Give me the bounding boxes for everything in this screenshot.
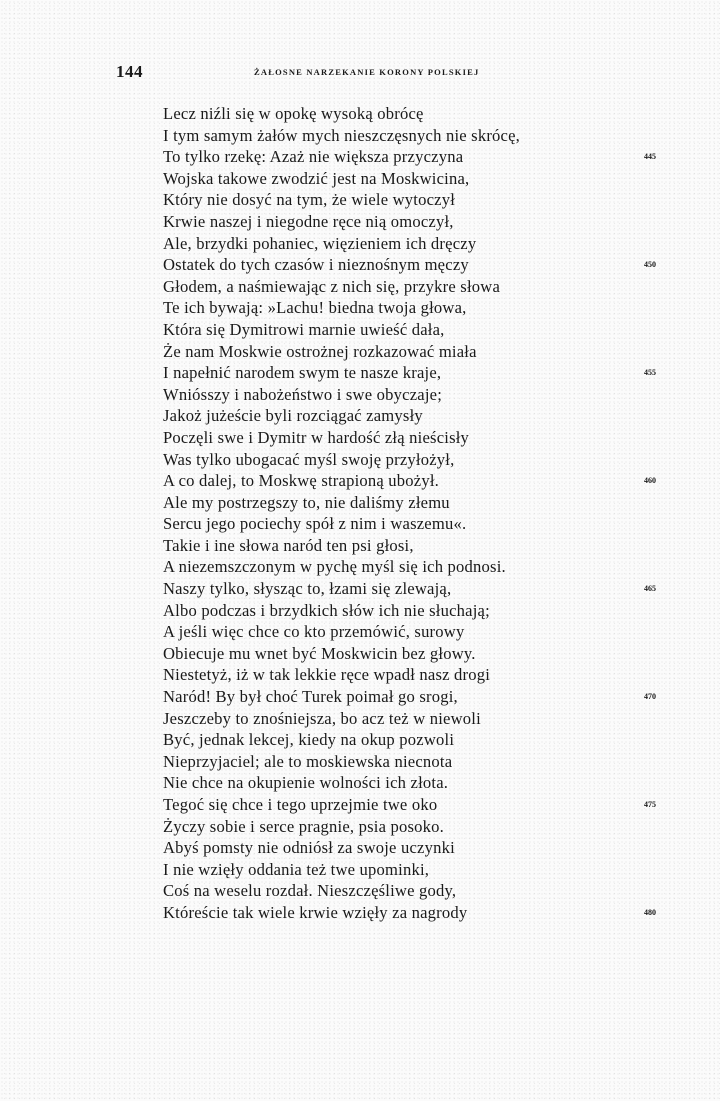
- line-number: 470: [644, 692, 656, 702]
- verse-line: [0, 751, 720, 773]
- verse-line-text: Lecz niźli się w opokę wysoką obrócę: [163, 104, 424, 123]
- verse-line: [0, 146, 720, 168]
- verse-line: [0, 449, 720, 471]
- verse-line-text: A co dalej, to Moskwę strapioną ubożył.: [163, 471, 440, 491]
- verse-line-text: Naszy tylko, słysząc to, łzami się zlewają,: [163, 579, 452, 599]
- line-number: 460: [644, 476, 656, 486]
- verse-line-text: I napełnić narodem swym te nasze kraje,: [163, 363, 442, 383]
- verse-line-text: Poczęli swe i Dymitr w hardość złą nieścisły: [163, 427, 470, 447]
- verse-line: [0, 535, 720, 557]
- verse-line-text: Krwie naszej i niegodne ręce nią omoczył,: [163, 211, 454, 231]
- verse-line: [0, 837, 720, 859]
- line-number: 480: [644, 907, 656, 917]
- page-header: [116, 62, 536, 82]
- verse-line: [0, 600, 720, 622]
- verse-line: [0, 362, 720, 384]
- verse-line: [0, 794, 720, 816]
- verse-line-text: Która się Dymitrowi marnie uwieść dała,: [163, 319, 445, 339]
- verse-line-text: Tegoć się chce i tego uprzejmie twe oko: [163, 795, 438, 814]
- verse-line-text: Was tylko ubogacać myśl swoję przyłożył,: [163, 449, 455, 469]
- verse-line: [0, 492, 720, 514]
- verse-line-text: To tylko rzekę: Azaż nie większa przyczyna: [163, 147, 464, 167]
- verse-line: [0, 643, 720, 665]
- verse-line: [0, 125, 720, 147]
- verse-line: [0, 103, 720, 125]
- verse-line: [0, 816, 720, 838]
- verse-line-text: Któreście tak wiele krwie wzięły za nagrody: [163, 902, 468, 922]
- verse-line-text: Wojska takowe zwodzić jest na Moskwicina,: [163, 168, 470, 188]
- verse-line: [0, 254, 720, 276]
- verse-line-text: Ostatek do tych czasów i nieznośnym męczy: [163, 255, 469, 275]
- line-number: 455: [644, 368, 656, 378]
- verse-line-text: Te ich bywają: »Lachu! biedna twoja głowa,: [163, 298, 467, 318]
- verse-line: [0, 427, 720, 449]
- verse-line: [0, 405, 720, 427]
- verse-line: [0, 189, 720, 211]
- verse-line: [0, 556, 720, 578]
- verse-line-text: Który nie dosyć na tym, że wiele wytoczył: [163, 190, 456, 210]
- page-number: 144: [116, 62, 143, 81]
- verse-line: [0, 578, 720, 600]
- verse-line: [0, 513, 720, 535]
- verse-line: [0, 319, 720, 341]
- verse-line: [0, 211, 720, 233]
- verse-line-text: Ale my postrzegszy to, nie daliśmy złemu: [163, 492, 450, 512]
- line-number: 450: [644, 260, 656, 270]
- verse-line-text: Życzy sobie i serce pragnie, psia posoko.: [163, 816, 444, 836]
- verse-line-text: A jeśli więc chce co kto przemówić, surowy: [163, 622, 465, 642]
- verse-line-text: Naród! By był choć Turek poimał go srogi,: [163, 687, 458, 707]
- verse-line-text: Jeszczeby to znośniejsza, bo acz też w niewoli: [163, 708, 481, 728]
- verse-line-text: Coś na weselu rozdał. Nieszczęśliwe gody,: [163, 881, 457, 901]
- verse-line: [0, 384, 720, 406]
- poem-text: [0, 103, 720, 924]
- verse-line: [0, 621, 720, 643]
- line-number: 475: [644, 800, 656, 809]
- verse-line-text: Niestetyż, iż w tak lekkie ręce wpadł nasz drogi: [163, 665, 491, 685]
- verse-line-text: Być, jednak lekcej, kiedy na okup pozwoli: [163, 730, 455, 750]
- verse-line: [0, 341, 720, 363]
- verse-line-text: I tym samym żałów mych nieszczęsnych nie skrócę,: [163, 125, 521, 145]
- verse-line-text: Abyś pomsty nie odniósł za swoje uczynki: [163, 838, 455, 858]
- verse-line-text: Jakoż jużeście byli rozciągać zamysły: [163, 406, 423, 426]
- verse-line-text: Nie chce na okupienie wolności ich złota.: [163, 773, 449, 793]
- verse-line-text: Ale, brzydki pohaniec, więzieniem ich dręczy: [163, 233, 477, 253]
- verse-line-text: Albo podczas i brzydkich słów ich nie słuchają;: [163, 600, 490, 620]
- verse-line-text: A niezemszczonym w pychę myśl się ich podnosi.: [163, 557, 506, 577]
- verse-line: [0, 664, 720, 686]
- verse-line: [0, 772, 720, 794]
- verse-line-text: Nieprzyjaciel; ale to moskiewska niecnota: [163, 751, 453, 771]
- verse-line: [0, 708, 720, 730]
- running-title: ŻAŁOSNE NARZEKANIE KORONY POLSKIEJ: [254, 67, 480, 77]
- verse-line: [0, 233, 720, 255]
- verse-line: [0, 276, 720, 298]
- verse-line-text: Takie i ine słowa naród ten psi głosi,: [163, 535, 414, 555]
- verse-line-text: Głodem, a naśmiewając z nich się, przykre słowa: [163, 276, 501, 296]
- verse-line-text: Że nam Moskwie ostrożnej rozkazować miała: [163, 341, 477, 361]
- verse-line-text: Sercu jego pociechy spół z nim i waszemu«.: [163, 514, 467, 534]
- line-number: 465: [644, 584, 656, 594]
- verse-line: [0, 729, 720, 751]
- line-number: 445: [644, 152, 656, 162]
- verse-line: [0, 859, 720, 881]
- verse-line: [0, 297, 720, 319]
- verse-line: [0, 168, 720, 190]
- verse-line-text: Obiecuje mu wnet być Moskwicin bez głowy.: [163, 643, 476, 663]
- verse-line-text: Wniósszy i nabożeństwo i swe obyczaje;: [163, 384, 443, 404]
- verse-line-text: I nie wzięły oddania też twe upominki,: [163, 859, 430, 879]
- verse-line: [0, 470, 720, 492]
- verse-line: [0, 880, 720, 902]
- verse-line: [0, 686, 720, 708]
- verse-line: [0, 902, 720, 924]
